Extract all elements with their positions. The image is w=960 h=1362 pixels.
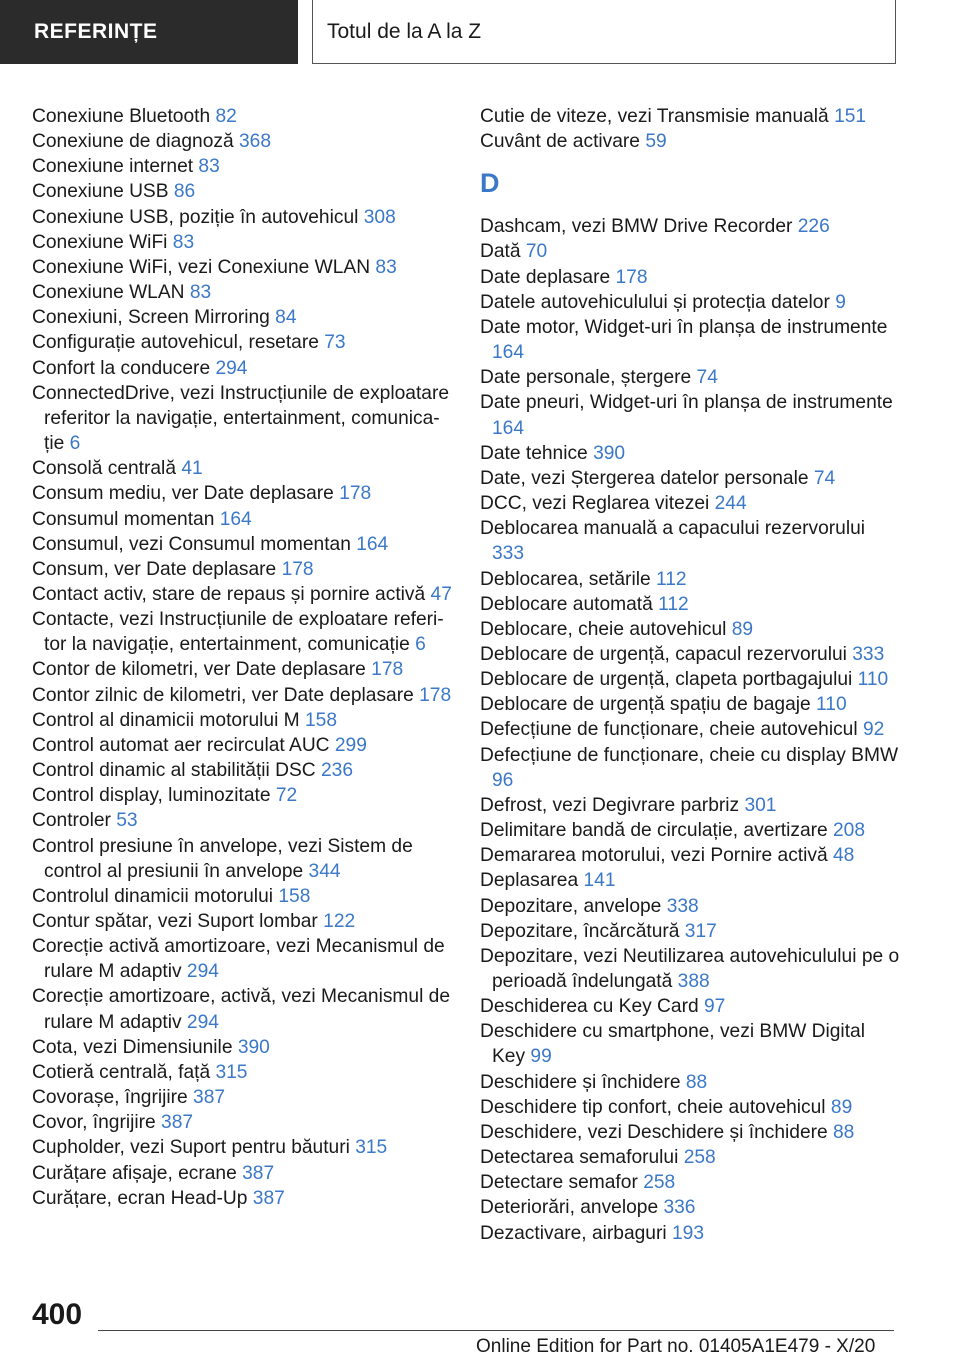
index-page-link[interactable]: 388	[677, 971, 710, 992]
chapter-title: Totul de la A la Z	[327, 19, 482, 43]
index-page-link[interactable]: 390	[593, 442, 626, 464]
index-entry-text: Curățare afișaje, ecrane	[32, 1162, 237, 1184]
index-entry	[32, 607, 452, 657]
index-entry-text: Conexiune USB	[32, 181, 169, 203]
index-entry-text: Consumul momentan	[32, 508, 215, 530]
index-entry	[32, 808, 452, 833]
index-entry	[32, 1161, 452, 1186]
index-page-link[interactable]: 301	[744, 794, 777, 816]
index-page-link[interactable]: 158	[305, 709, 338, 731]
index-entry	[32, 305, 452, 330]
index-entry-text: Control automat aer recirculat AUC	[32, 734, 330, 756]
index-entry	[480, 667, 900, 692]
index-entry	[480, 642, 900, 667]
index-page-link[interactable]: 208	[833, 820, 866, 842]
index-entry	[32, 683, 452, 708]
index-page-link[interactable]: 164	[219, 508, 252, 530]
index-page-link[interactable]: 294	[186, 1011, 219, 1033]
index-entry	[480, 214, 900, 239]
index-entry	[32, 708, 452, 733]
index-entry	[480, 441, 900, 466]
index-entry-text: Contacte, vezi Instrucțiunile de exploatare referitor la navigație, entertainment, comunicație	[32, 609, 444, 656]
index-entry-text: Defecțiune de funcționare, cheie cu display BMW	[480, 744, 899, 766]
index-entry-text: Consum, ver Date deplasare	[32, 558, 277, 580]
index-page-link[interactable]: 110	[857, 669, 889, 691]
index-entry-text: Dată	[480, 241, 521, 263]
index-entry	[32, 1085, 452, 1110]
index-entry	[480, 239, 900, 264]
index-entry	[480, 894, 900, 919]
index-entry-text: Configurație autovehicul, resetare	[32, 332, 319, 354]
index-entry-text: Consumul, vezi Consumul momentan	[32, 533, 351, 555]
index-entry-text: Date deplasare	[480, 266, 611, 288]
index-entry	[32, 834, 452, 884]
index-entry	[480, 1120, 900, 1145]
index-entry-text: Curățare, ecran Head-Up	[32, 1187, 248, 1209]
index-entry-text: Controler	[32, 810, 111, 832]
index-page-link[interactable]: 48	[833, 845, 855, 867]
index-page-link[interactable]: 88	[833, 1121, 855, 1143]
index-page-link[interactable]: 89	[830, 1096, 853, 1118]
index-page-link[interactable]: 294	[186, 961, 219, 983]
index-page-link[interactable]: 59	[645, 131, 667, 153]
index-entry-text: Detectarea semaforului	[480, 1147, 679, 1169]
index-entry	[32, 783, 452, 808]
index-page-link[interactable]: 96	[492, 769, 514, 791]
index-page-link[interactable]: 83	[189, 282, 212, 304]
index-entry-text: Control presiune în anvelope, vezi Sistem de control al presiunii în anvelope	[32, 835, 413, 882]
index-entry-text: Control dinamic al stabilității DSC	[32, 760, 316, 782]
index-entry-text: Control display, luminozitate	[32, 785, 271, 807]
index-letter-heading: D	[480, 168, 500, 199]
index-page-link[interactable]: 317	[684, 920, 717, 942]
index-page-link[interactable]: 236	[321, 760, 354, 782]
index-entry	[32, 884, 452, 909]
index-page-link[interactable]: 83	[375, 256, 397, 278]
index-page-link[interactable]: 333	[852, 643, 885, 665]
index-entry-text: Deschiderea cu Key Card	[480, 996, 699, 1018]
index-entry	[32, 481, 452, 506]
index-page-link[interactable]: 122	[323, 911, 356, 932]
index-page-link[interactable]: 315	[355, 1137, 388, 1159]
index-entry-text: Covorașe, îngrijire	[32, 1087, 188, 1109]
index-entry-text: Cutie de viteze, vezi Transmisie manuală	[480, 106, 829, 127]
index-entry-text: Date pneuri, Widget-uri în planșa de instrumente	[480, 392, 893, 414]
index-entry	[32, 205, 452, 230]
index-entry	[480, 692, 900, 717]
index-entry	[480, 365, 900, 390]
index-entry-text: Contor de kilometri, ver Date deplasare	[32, 659, 366, 681]
index-page-link[interactable]: 41	[181, 458, 203, 480]
index-page-link[interactable]: 368	[238, 131, 271, 153]
index-page-link[interactable]: 164	[492, 417, 525, 439]
index-page-link[interactable]: 387	[242, 1162, 275, 1184]
index-page-link[interactable]: 294	[215, 357, 248, 379]
index-entry	[480, 592, 900, 617]
index-page-link[interactable]: 86	[173, 181, 196, 203]
index-page-link[interactable]: 387	[161, 1112, 194, 1134]
index-page-link[interactable]: 6	[69, 433, 81, 455]
index-page-link[interactable]: 338	[666, 895, 699, 917]
index-page-link[interactable]: 47	[430, 583, 452, 605]
index-page-link[interactable]: 97	[703, 996, 726, 1018]
index-entry	[32, 657, 452, 682]
index-entry-text: Cuvânt de activare	[480, 131, 640, 153]
index-entry-text: Datele autovehiculului și protecția datelor	[480, 291, 830, 313]
index-page-link[interactable]: 308	[363, 206, 396, 228]
index-page-link[interactable]: 164	[492, 342, 525, 364]
index-entry	[480, 919, 900, 944]
index-entry	[480, 315, 900, 365]
index-entry	[32, 909, 452, 934]
index-entry	[480, 466, 900, 491]
index-entry-text: Detectare semafor	[480, 1172, 638, 1194]
index-entry-text: Dezactivare, airbaguri	[480, 1222, 667, 1244]
index-page-link[interactable]: 387	[193, 1087, 226, 1109]
index-entry-text: Deschidere cu smartphone, vezi BMW Digital Key	[480, 1021, 865, 1068]
index-page-link[interactable]: 83	[198, 156, 220, 178]
index-entry	[32, 280, 452, 305]
index-entry	[32, 381, 452, 456]
index-entry-text: Confort la conducere	[32, 357, 211, 379]
index-entry	[32, 984, 452, 1034]
index-entry-text: Demararea motorului, vezi Pornire activă	[480, 845, 828, 867]
index-entry	[32, 1035, 452, 1060]
index-entry	[32, 582, 452, 607]
index-column-right	[480, 104, 900, 1246]
index-page-link[interactable]: 387	[252, 1187, 285, 1209]
index-entry	[480, 944, 900, 994]
index-entry-text: Cota, vezi Dimensiunile	[32, 1036, 233, 1058]
index-page-link[interactable]: 74	[813, 467, 836, 489]
index-page-link[interactable]: 110	[816, 694, 847, 716]
index-page-link[interactable]: 390	[237, 1036, 270, 1058]
index-entry-text: Conexiune WiFi	[32, 231, 168, 253]
index-entry-text: Defecțiune de funcționare, cheie autovehicul	[480, 719, 858, 741]
index-entry-text: Deblocarea manuală a capacului rezervorului	[480, 518, 866, 540]
index-entry-text: Deschidere tip confort, cheie autovehicul	[480, 1096, 826, 1118]
index-entry-text: Dashcam, vezi BMW Drive Recorder	[480, 216, 793, 238]
index-entry	[480, 994, 900, 1019]
index-entry-text: Deblocarea, setările	[480, 568, 651, 590]
index-entry	[480, 104, 900, 129]
index-group-c-continued	[480, 104, 900, 154]
index-page-link[interactable]: 70	[525, 241, 548, 263]
index-entry-text: Conexiune internet	[32, 156, 194, 178]
index-entry-text: Cotieră centrală, față	[32, 1061, 211, 1083]
index-entry-text: Conexiune de diagnoză	[32, 131, 234, 153]
index-entry-text: ConnectedDrive, vezi Instrucțiunile de exploatare referitor la navigație, entertainment, comunicație	[32, 382, 450, 455]
index-entry	[480, 567, 900, 592]
index-page-link[interactable]: 333	[492, 543, 525, 565]
index-entry-text: Contur spătar, vezi Suport lombar	[32, 911, 318, 932]
index-entry-text: Consolă centrală	[32, 458, 176, 480]
index-entry	[480, 491, 900, 516]
index-entry-text: Conexiune Bluetooth	[32, 106, 211, 127]
index-page-link[interactable]: 258	[683, 1147, 716, 1169]
index-entry	[32, 255, 452, 280]
index-entry	[480, 717, 900, 742]
index-page-link[interactable]: 336	[663, 1197, 696, 1219]
index-entry-text: Consum mediu, ver Date deplasare	[32, 483, 334, 505]
index-entry	[480, 818, 900, 843]
index-entry	[32, 129, 452, 154]
index-entry	[32, 1110, 452, 1135]
index-entry-text: Depozitare, încărcătură	[480, 920, 680, 942]
index-entry-text: Deblocare de urgență spațiu de bagaje	[480, 694, 811, 716]
index-entry-text: Contact activ, stare de repaus și pornire activă	[32, 583, 426, 605]
footer-divider	[98, 1330, 894, 1331]
index-entry-text: Contor zilnic de kilometri, ver Date deplasare	[32, 684, 414, 706]
index-entry-text: Corecție amortizoare, activă, vezi Mecanismul de rulare M adaptiv	[32, 986, 451, 1033]
index-entry	[480, 290, 900, 315]
index-entry-text: Conexiune WLAN	[32, 282, 185, 304]
index-page-link[interactable]: 315	[215, 1061, 248, 1083]
index-entry	[480, 129, 900, 154]
index-entry	[480, 793, 900, 818]
index-page-link[interactable]: 344	[308, 860, 341, 882]
index-entry	[480, 1195, 900, 1220]
index-entry	[480, 516, 900, 566]
index-page-link[interactable]: 83	[172, 231, 195, 253]
index-entry-text: Defrost, vezi Degivrare parbriz	[480, 794, 740, 816]
index-entry	[480, 1070, 900, 1095]
index-page-link[interactable]: 84	[275, 307, 297, 329]
index-entry-text: Deplasarea	[480, 870, 579, 892]
index-entry	[32, 733, 452, 758]
index-page-link[interactable]: 158	[278, 885, 311, 907]
index-entry	[32, 456, 452, 481]
section-tab	[0, 0, 298, 64]
index-page-link[interactable]: 258	[643, 1172, 676, 1194]
index-entry-text: Deschidere și închidere	[480, 1071, 681, 1093]
index-entry-text: Covor, îngrijire	[32, 1112, 156, 1134]
index-page-link[interactable]: 73	[324, 332, 346, 354]
index-page-link[interactable]: 178	[419, 684, 452, 706]
index-entry	[32, 104, 452, 129]
index-entry	[32, 1135, 452, 1160]
index-entry-text: Date personale, ștergere	[480, 367, 692, 389]
index-entry	[480, 843, 900, 868]
index-entry-text: Cupholder, vezi Suport pentru băuturi	[32, 1137, 350, 1159]
index-entry-text: Deblocare de urgență, capacul rezervorului	[480, 643, 847, 665]
index-page-link[interactable]: 72	[275, 785, 298, 807]
index-page-link[interactable]: 178	[615, 266, 648, 288]
index-entry	[480, 743, 900, 793]
index-entry	[32, 356, 452, 381]
index-entry	[32, 1060, 452, 1085]
index-page-link[interactable]: 6	[415, 634, 426, 656]
index-page-link[interactable]: 226	[797, 216, 830, 238]
section-title: REFERINȚE	[34, 20, 158, 43]
index-entry	[32, 1186, 452, 1211]
index-page-link[interactable]: 89	[731, 618, 754, 640]
index-page-link[interactable]: 82	[215, 106, 237, 127]
index-entry-text: Deteriorări, anvelope	[480, 1197, 659, 1219]
index-entry	[480, 1170, 900, 1195]
index-page-link[interactable]: 88	[685, 1071, 708, 1093]
index-entry	[32, 230, 452, 255]
index-page-link[interactable]: 74	[696, 367, 718, 389]
index-page-link[interactable]: 112	[658, 593, 689, 615]
index-entry-text: Controlul dinamicii motorului	[32, 885, 274, 907]
index-entry	[32, 154, 452, 179]
index-entry-text: Conexiune USB, poziție în autovehicul	[32, 206, 359, 228]
index-page-link[interactable]: 99	[530, 1046, 552, 1068]
index-entry-text: Conexiune WiFi, vezi Conexiune WLAN	[32, 256, 371, 278]
index-page-link[interactable]: 9	[835, 291, 846, 313]
index-entry	[32, 507, 452, 532]
index-entry	[32, 758, 452, 783]
index-page-link[interactable]: 53	[116, 810, 138, 832]
index-entry-text: Depozitare, vezi Neutilizarea autovehiculului pe o perioadă îndelungată	[480, 945, 900, 992]
index-entry	[480, 1221, 900, 1246]
page-number: 400	[32, 1298, 83, 1331]
index-entry-text: Date motor, Widget-uri în planșa de instrumente	[480, 316, 888, 338]
index-page-link[interactable]: 178	[339, 483, 372, 505]
index-entry	[480, 1019, 900, 1069]
index-entry	[32, 532, 452, 557]
index-entry-text: Depozitare, anvelope	[480, 895, 662, 917]
index-entry-text: Conexiuni, Screen Mirroring	[32, 307, 270, 329]
index-entry-text: Deschidere, vezi Deschidere și închidere	[480, 1121, 828, 1143]
index-group-d	[480, 214, 900, 1245]
index-page-link[interactable]: 164	[356, 533, 389, 555]
index-page-link[interactable]: 92	[862, 719, 885, 741]
index-entry-text: Control al dinamicii motorului M	[32, 709, 300, 731]
index-entry	[480, 1095, 900, 1120]
index-entry-text: Deblocare de urgență, clapeta portbagajului	[480, 669, 853, 691]
index-entry	[480, 617, 900, 642]
index-entry	[32, 330, 452, 355]
index-page-link[interactable]: 141	[583, 870, 616, 892]
edition-note: Online Edition for Part no. 01405A1E479 - X/20	[476, 1336, 876, 1357]
index-entry-text: Date tehnice	[480, 442, 588, 464]
chapter-header	[312, 0, 896, 64]
index-page-link[interactable]: 299	[334, 734, 367, 756]
index-entry-text: DCC, vezi Reglarea vitezei	[480, 493, 710, 515]
index-page-link[interactable]: 193	[671, 1222, 704, 1244]
index-entry	[32, 557, 452, 582]
index-entry-text: Delimitare bandă de circulație, avertizare	[480, 820, 828, 842]
index-page-link[interactable]: 151	[834, 106, 867, 127]
index-entry-text: Deblocare automată	[480, 593, 653, 615]
index-page-link[interactable]: 178	[371, 659, 404, 681]
index-entry	[480, 390, 900, 440]
index-entry	[480, 265, 900, 290]
index-entry-text: Date, vezi Ștergerea datelor personale	[480, 467, 809, 489]
index-entry	[32, 179, 452, 204]
index-entry-text: Corecție activă amortizoare, vezi Mecanismul de rulare M adaptiv	[32, 936, 445, 983]
index-column-left	[32, 104, 452, 1211]
index-entry	[480, 868, 900, 893]
index-page-link[interactable]: 112	[656, 568, 687, 590]
index-page-link[interactable]: 244	[714, 493, 747, 515]
index-entry-text: Deblocare, cheie autovehicul	[480, 618, 727, 640]
index-entry	[480, 1145, 900, 1170]
index-page-link[interactable]: 178	[281, 558, 314, 580]
index-entry	[32, 934, 452, 984]
